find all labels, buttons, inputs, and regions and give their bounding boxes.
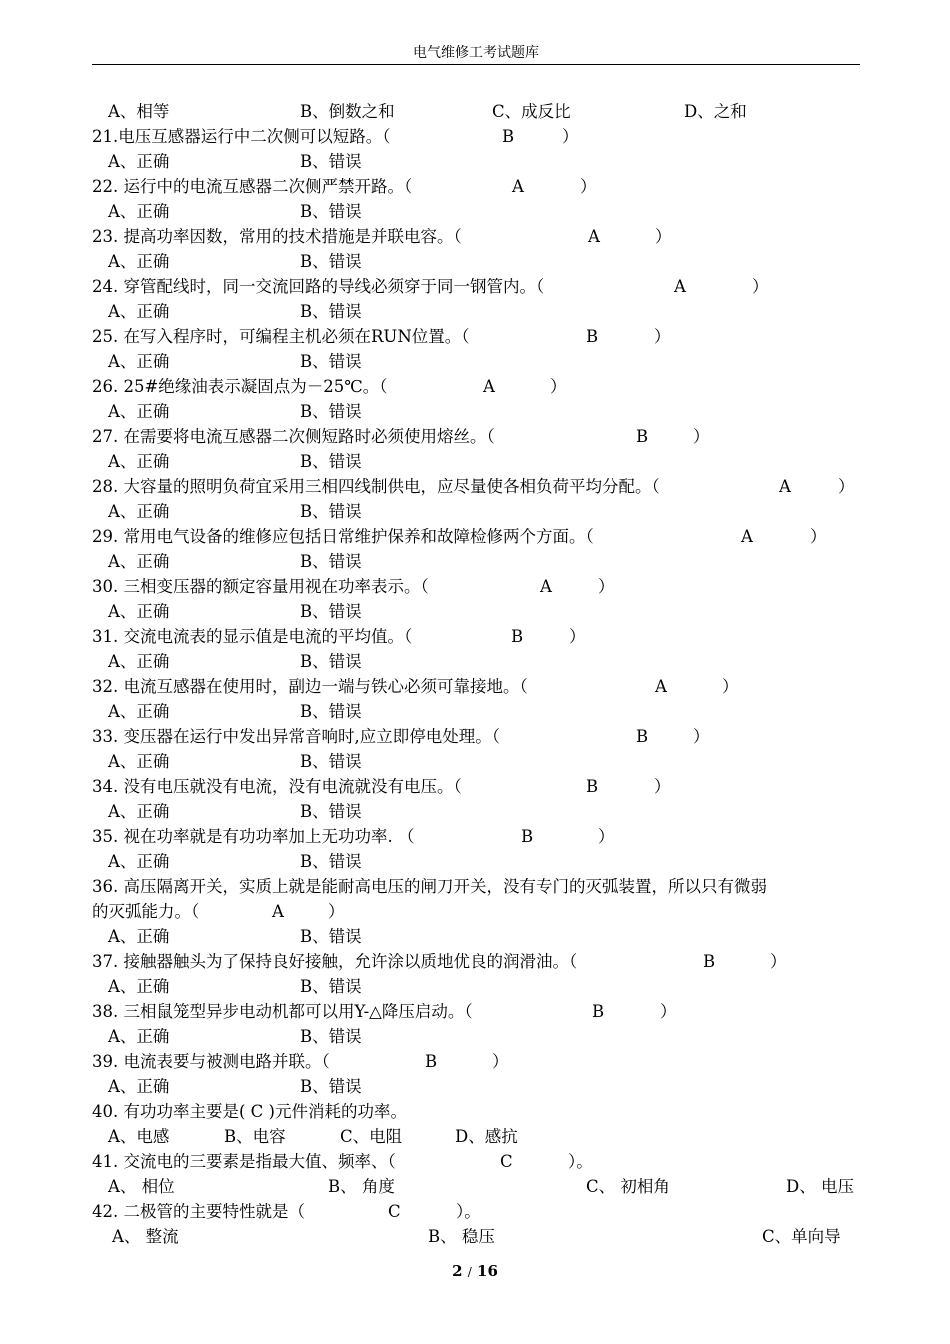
text-segment: B、错误 (300, 602, 362, 621)
text-line (0, 1199, 950, 1224)
text-segment: 32. 电流互感器在使用时，副边一端与铁心必须可靠接地。（ (92, 677, 528, 696)
text-segment: 29. 常用电气设备的维修应包括日常维护保养和故障检修两个方面。（ (92, 527, 594, 546)
text-segment: A (741, 527, 753, 546)
text-segment: ） (693, 727, 710, 746)
text-segment: B、电容 (224, 1127, 286, 1146)
text-segment: B、错误 (300, 452, 362, 471)
text-segment: 22. 运行中的电流互感器二次侧严禁开路。（ (92, 177, 413, 196)
text-segment: ） (660, 1002, 677, 1021)
text-segment: 25. 在写入程序时，可编程主机必须在RUN位置。（ (92, 327, 470, 346)
text-line (0, 549, 950, 574)
text-line (0, 774, 950, 799)
text-segment: B、错误 (300, 977, 362, 996)
text-segment: B、错误 (300, 702, 362, 721)
text-line (0, 799, 950, 824)
text-segment: B、错误 (300, 252, 362, 271)
text-line (0, 749, 950, 774)
text-segment: A、正确 (108, 1027, 170, 1046)
text-line (0, 249, 950, 274)
text-line (0, 899, 950, 924)
text-line (0, 699, 950, 724)
text-line (0, 299, 950, 324)
text-segment: B、错误 (300, 552, 362, 571)
text-line (0, 349, 950, 374)
text-line (0, 1149, 950, 1174)
text-segment: B、错误 (300, 402, 362, 421)
text-segment: 38. 三相鼠笼型异步电动机都可以用Y-△降压启动。（ (92, 1002, 473, 1021)
text-segment: ） (550, 377, 567, 396)
text-segment: B、 稳压 (428, 1227, 495, 1246)
text-segment: B (636, 427, 649, 446)
text-segment: ） (598, 827, 615, 846)
text-segment: ） (562, 127, 579, 146)
text-line (0, 524, 950, 549)
text-segment: A、正确 (108, 752, 170, 771)
text-segment: 23. 提高功率因数，常用的技术措施是并联电容。（ (92, 227, 462, 246)
text-segment: ） (328, 902, 345, 921)
text-segment: A、正确 (108, 702, 170, 721)
page-separator: / (467, 1265, 472, 1279)
text-segment: B (502, 127, 515, 146)
text-line (0, 399, 950, 424)
text-segment: 21.电压互感器运行中二次侧可以短路。（ (92, 127, 391, 146)
text-segment: B (511, 627, 524, 646)
text-segment: 39. 电流表要与被测电路并联。（ (92, 1052, 330, 1071)
text-line (0, 924, 950, 949)
text-segment: 37. 接触器触头为了保持良好接触，允许涂以质地优良的润滑油。（ (92, 952, 578, 971)
text-segment: A、正确 (108, 652, 170, 671)
text-segment: 30. 三相变压器的额定容量用视在功率表示。（ (92, 577, 429, 596)
text-line (0, 199, 950, 224)
text-line (0, 974, 950, 999)
text-line (0, 1099, 950, 1124)
text-line (0, 849, 950, 874)
text-segment: B、 角度 (328, 1177, 395, 1196)
text-segment: 41. 交流电的三要素是指最大值、频率、（ (92, 1152, 396, 1171)
text-segment: D、感抗 (455, 1127, 518, 1146)
text-segment: B、错误 (300, 502, 362, 521)
total-pages: 16 (477, 1262, 498, 1280)
text-segment: A (272, 902, 284, 921)
text-line (0, 1024, 950, 1049)
text-segment: B (521, 827, 534, 846)
text-segment: A (588, 227, 600, 246)
text-segment: B、错误 (300, 352, 362, 371)
text-segment: C (388, 1202, 401, 1221)
text-segment: ） (580, 177, 597, 196)
text-segment: B (636, 727, 649, 746)
text-segment: 31. 交流电流表的显示值是电流的平均值。（ (92, 627, 413, 646)
text-segment: A、正确 (108, 202, 170, 221)
text-line (0, 424, 950, 449)
text-segment: B (425, 1052, 438, 1071)
text-segment: A (540, 577, 552, 596)
text-segment: A (512, 177, 524, 196)
text-line (0, 324, 950, 349)
text-line (0, 949, 950, 974)
text-segment: B、错误 (300, 302, 362, 321)
text-line (0, 474, 950, 499)
text-segment: A (779, 477, 791, 496)
text-line (0, 824, 950, 849)
current-page: 2 (452, 1262, 463, 1280)
text-line (0, 1074, 950, 1099)
text-segment: B、倒数之和 (300, 102, 395, 121)
header-title: 电气维修工考试题库 (413, 45, 539, 61)
text-segment: 35. 视在功率就是有功功率加上无功功率. （ (92, 827, 415, 846)
text-segment: ） (722, 677, 739, 696)
text-segment: B、错误 (300, 752, 362, 771)
page-header (92, 36, 860, 65)
text-segment: ）。 (456, 1202, 481, 1221)
text-segment: 28. 大容量的照明负荷宜采用三相四线制供电，应尽量使各相负荷平均分配。（ (92, 477, 660, 496)
text-segment: B、错误 (300, 152, 362, 171)
text-segment: ） (838, 477, 855, 496)
text-line (0, 1124, 950, 1149)
text-line (0, 124, 950, 149)
text-segment: A、相等 (108, 102, 170, 121)
text-segment: B、错误 (300, 852, 362, 871)
text-segment: B、错误 (300, 927, 362, 946)
text-segment: C、 初相角 (586, 1177, 670, 1196)
text-line (0, 274, 950, 299)
text-segment: C、成反比 (492, 102, 571, 121)
text-segment: D、 电压 (786, 1177, 854, 1196)
text-segment: A、正确 (108, 927, 170, 946)
text-segment: 36. 高压隔离开关，实质上就是能耐高电压的闸刀开关，没有专门的灭弧装置，所以只有微弱 (92, 877, 767, 896)
text-segment: A、正确 (108, 452, 170, 471)
text-segment: A、正确 (108, 252, 170, 271)
text-segment: B (703, 952, 716, 971)
text-segment: A、正确 (108, 552, 170, 571)
text-line (0, 1224, 950, 1249)
text-segment: B、错误 (300, 802, 362, 821)
text-segment: C、电阻 (340, 1127, 403, 1146)
text-segment: 40. 有功功率主要是( C )元件消耗的功率。 (92, 1102, 407, 1121)
text-segment: D、之和 (684, 102, 747, 121)
text-segment: A、正确 (108, 502, 170, 521)
text-segment: A、 相位 (108, 1177, 175, 1196)
text-segment: A (483, 377, 495, 396)
text-segment: 的灭弧能力。（ (92, 902, 200, 921)
text-segment: ）。 (568, 1152, 593, 1171)
text-segment: 27. 在需要将电流互感器二次侧短路时必须使用熔丝。（ (92, 427, 495, 446)
text-segment: A、正确 (108, 852, 170, 871)
text-segment: A、正确 (108, 302, 170, 321)
text-segment: 26. 25#绝缘油表示凝固点为－25℃。（ (92, 377, 388, 396)
text-line (0, 1174, 950, 1199)
text-segment: A、正确 (108, 352, 170, 371)
text-segment: 34. 没有电压就没有电流，没有电流就没有电压。（ (92, 777, 462, 796)
text-line (0, 1049, 950, 1074)
text-segment: ） (655, 227, 672, 246)
text-line (0, 649, 950, 674)
text-line (0, 174, 950, 199)
text-segment: C (500, 1152, 513, 1171)
text-segment: 42. 二极管的主要特性就是（ (92, 1202, 305, 1221)
text-line (0, 374, 950, 399)
text-segment: A (655, 677, 667, 696)
text-segment: B、错误 (300, 1027, 362, 1046)
text-line (0, 224, 950, 249)
text-segment: B、错误 (300, 202, 362, 221)
text-segment: C、单向导 (762, 1227, 841, 1246)
text-segment: A (674, 277, 686, 296)
text-segment: A、电感 (108, 1127, 170, 1146)
text-line (0, 999, 950, 1024)
text-segment: 33. 变压器在运行中发出异常音响时,应立即停电处理。（ (92, 727, 500, 746)
text-segment: ） (598, 577, 615, 596)
text-segment: B (592, 1002, 605, 1021)
text-line (0, 874, 950, 899)
text-segment: ） (569, 627, 586, 646)
text-segment: A、正确 (108, 602, 170, 621)
text-segment: ） (752, 277, 769, 296)
text-line (0, 574, 950, 599)
text-line (0, 724, 950, 749)
text-segment: ） (693, 427, 710, 446)
text-segment: ） (770, 952, 787, 971)
text-segment: B (586, 777, 599, 796)
text-segment: 24. 穿管配线时，同一交流回路的导线必须穿于同一钢管内。（ (92, 277, 545, 296)
text-segment: A、正确 (108, 802, 170, 821)
text-segment: ） (492, 1052, 509, 1071)
text-line (0, 99, 950, 124)
text-segment: B、错误 (300, 652, 362, 671)
page-number (0, 1262, 950, 1280)
text-line (0, 674, 950, 699)
text-segment: B (586, 327, 599, 346)
text-segment: ） (654, 327, 671, 346)
text-line (0, 624, 950, 649)
text-segment: A、正确 (108, 977, 170, 996)
text-line (0, 499, 950, 524)
text-segment: A、正确 (108, 152, 170, 171)
text-line (0, 149, 950, 174)
text-segment: ） (810, 527, 827, 546)
text-line (0, 599, 950, 624)
text-line (0, 449, 950, 474)
text-segment: A、正确 (108, 402, 170, 421)
text-segment: A、 整流 (112, 1227, 179, 1246)
question-list (0, 99, 950, 1249)
text-segment: ） (654, 777, 671, 796)
text-segment: A、正确 (108, 1077, 170, 1096)
text-segment: B、错误 (300, 1077, 362, 1096)
